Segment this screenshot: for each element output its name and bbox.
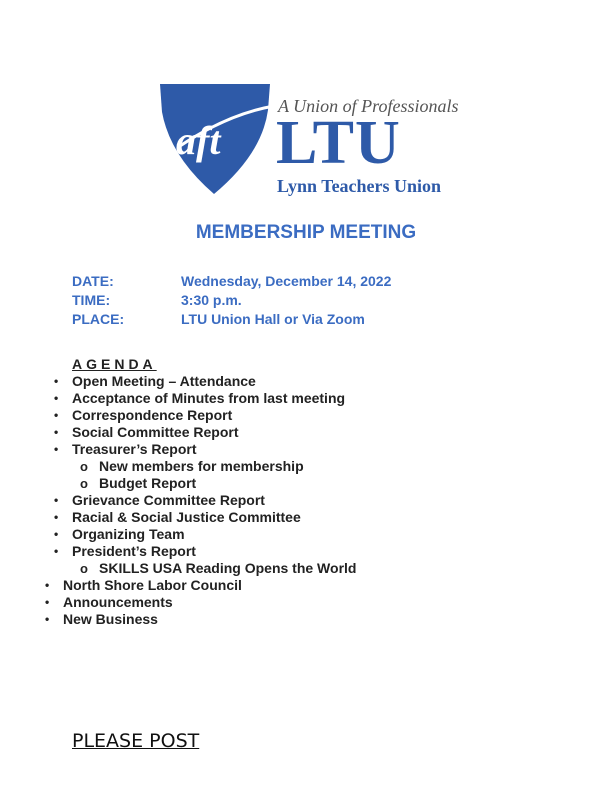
agenda-item [0,458,356,475]
agenda-item [0,373,356,390]
agenda-item [0,509,356,526]
aft-mark-text: aft [176,118,221,163]
agenda-item [0,475,356,492]
dot-bullet-icon: • [45,578,50,592]
agenda-item [0,492,356,509]
agenda-item-text: Budget Report [99,475,197,491]
dot-bullet-icon: • [54,374,59,388]
circle-bullet-icon: o [80,476,88,491]
agenda-heading: AGENDA [72,356,157,372]
dot-bullet-icon: • [54,493,59,507]
agenda-item-text: Open Meeting – Attendance [72,373,256,389]
agenda-item [0,390,356,407]
page-title: MEMBERSHIP MEETING [195,222,417,243]
dot-bullet-icon: • [54,510,59,524]
meeting-details [72,272,391,329]
agenda-item [0,577,356,594]
agenda-item-text: SKILLS USA Reading Opens the World [99,560,357,576]
agenda-item-text: New Business [63,611,158,627]
agenda-item [0,441,356,458]
dot-bullet-icon: • [54,408,59,422]
dot-bullet-icon: • [54,391,59,405]
dot-bullet-icon: • [45,612,50,626]
agenda-item [0,594,356,611]
detail-time [72,291,391,310]
detail-place [72,310,391,329]
detail-date [72,272,391,291]
agenda-item-text: North Shore Labor Council [63,577,242,593]
agenda-list [0,373,356,628]
agenda-item [0,543,356,560]
detail-label: DATE: [72,273,114,289]
agenda-item [0,526,356,543]
agenda-item-text: New members for membership [99,458,304,474]
dot-bullet-icon: • [54,544,59,558]
agenda-item-text: Correspondence Report [72,407,233,423]
agenda-item [0,407,356,424]
dot-bullet-icon: • [54,442,59,456]
aft-shield-icon [158,84,276,196]
logo-acronym: LTU [276,109,401,177]
agenda-item [0,560,356,577]
agenda-item [0,611,356,628]
detail-value: 3:30 p.m. [181,292,242,308]
agenda-item-text: Social Committee Report [72,424,239,440]
agenda-item [0,424,356,441]
agenda-item-text: President’s Report [72,543,196,559]
detail-value: LTU Union Hall or Via Zoom [181,311,365,327]
agenda-item-text: Acceptance of Minutes from last meeting [72,390,346,406]
union-logo [158,84,468,196]
dot-bullet-icon: • [45,595,50,609]
logo-full-name: Lynn Teachers Union [277,176,442,196]
agenda-item-text: Grievance Committee Report [72,492,265,508]
dot-bullet-icon: • [54,527,59,541]
circle-bullet-icon: o [80,561,88,576]
agenda-item-text: Racial & Social Justice Committee [72,509,301,525]
detail-value: Wednesday, December 14, 2022 [181,273,392,289]
detail-label: TIME: [72,292,111,308]
dot-bullet-icon: • [54,425,59,439]
agenda-item-text: Treasurer’s Report [72,441,197,457]
logo-tagline: A Union of Professionals [278,96,459,116]
circle-bullet-icon: o [80,459,88,474]
detail-label: PLACE: [72,311,125,327]
agenda-item-text: Organizing Team [72,526,185,542]
agenda-item-text: Announcements [63,594,173,610]
please-post-note: PLEASE POST [72,730,200,752]
